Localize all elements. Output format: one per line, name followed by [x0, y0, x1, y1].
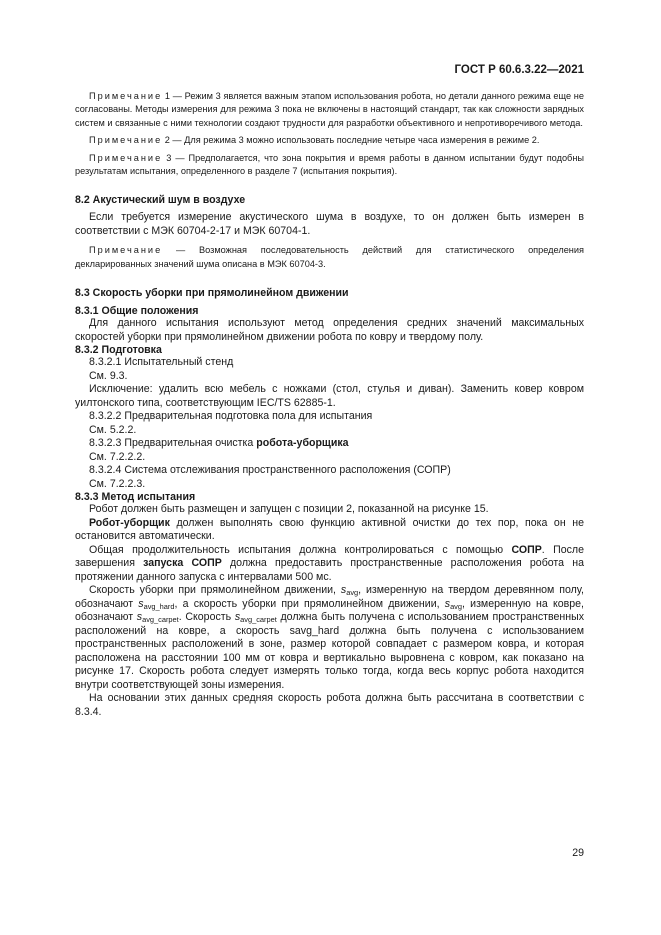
- note-text: 1 — Режим 3 является важным этапом использования робота, но детали данного режима еще не согласованы. Методы измерения для режима 3 пока не включены в настоящий стандарт, так как сложности зарядных систем и связанные с ними технологии создают трудности для разработки объективного и непротиворечивого метода.: [75, 91, 584, 128]
- page-number: 29: [572, 847, 584, 859]
- exception-text: Исключение: удалить всю мебель с ножками (стол, стулья и диван). Заменить ковер ковром уилтонского типа, соответствующим IEC/TS 62885-1.: [75, 383, 584, 409]
- subscript-avg-hard: avg_hard: [143, 601, 175, 611]
- see-5-2-2: См. 5.2.2.: [89, 423, 137, 436]
- subscript-avg: avg: [450, 601, 463, 611]
- note-label: Примечание: [89, 135, 163, 146]
- para-3-text-c: . После завершения: [75, 543, 585, 570]
- robot-cleaner-term: Робот-уборщик: [89, 516, 170, 529]
- symbol-s: s: [444, 597, 451, 610]
- see-9-3: См. 9.3.: [89, 369, 128, 382]
- para-2: [75, 517, 584, 544]
- note-label: Примечание: [89, 245, 163, 256]
- note-1: [75, 90, 584, 130]
- para-5: На основании этих данных средняя скорость робота должна быть рассчитана в соответствии с 8.3.4.: [75, 692, 584, 718]
- subscript-avg: avg: [346, 588, 359, 598]
- note-2: [75, 134, 584, 147]
- section-8-3-2-title: 8.3.2 Подготовка: [75, 344, 162, 357]
- note-3: [75, 152, 584, 179]
- para-4-text-a: Скорость уборки при прямолинейном движении,: [89, 584, 341, 597]
- page-content: [75, 90, 584, 719]
- section-8-3-2-1: 8.3.2.1 Испытательный стенд: [89, 356, 234, 369]
- para-3: [75, 544, 584, 585]
- robot-cleaner-term: робота-уборщика: [256, 437, 349, 450]
- section-8-3-1-text: Для данного испытания используют метод определения средних значений максимальных скоростей уборки при прямолинейном движении робота по ковру и твердому полу.: [75, 317, 584, 343]
- section-8-2-text: Если требуется измерение акустического шума в воздухе, то он должен быть измерен в соответствии с МЭК 60704-2-17 и МЭК 60704-1.: [75, 211, 584, 237]
- para-4-text-f: должна быть получена с использованием пространственных расположений на ковре, а скорость savg_hard должна быть получена с использованием пространственных расположений в зоне, размер которой совпадает с размером ковра, и которая расположена на расстоянии 100 мм от ковра и вертикально выровнена с ковром, как показано на рисунке 17. Скорость робота следует измерять только тогда, когда весь корпус робота находится внутри соответствующей зоны измерения.: [75, 611, 584, 691]
- note-text: — Возможная последовательность действий для статистического определения декларированных значений шума описана в МЭК 60704-3.: [75, 245, 584, 269]
- para-4-text-c: , а скорость уборки при прямолинейном движении,: [174, 597, 445, 610]
- para-2-text: должен выполнять свою функцию активной очистки до тех пор, пока он не остановится автоматически.: [75, 516, 584, 543]
- para-4-text-b: , измеренную на твердом деревянном полу, обозначают: [75, 584, 584, 610]
- standard-header: ГОСТ Р 60.6.3.22—2021: [454, 64, 584, 76]
- para-4-text-e: . Скорость: [178, 611, 235, 624]
- note-label: Примечание: [89, 152, 163, 163]
- symbol-s: s: [234, 611, 241, 624]
- symbol-s: s: [138, 597, 144, 610]
- section-8-3-2-2: 8.3.2.2 Предварительная подготовка пола для испытания: [89, 410, 373, 423]
- section-8-2-note: [75, 244, 584, 271]
- section-8-2-title: 8.2 Акустический шум в воздухе: [75, 194, 246, 207]
- subscript-avg-carpet: avg_carpet: [142, 615, 179, 625]
- section-8-3-1-title: 8.3.1 Общие положения: [75, 305, 199, 318]
- para-4-text-d: , измеренную на ковре, обозначают: [75, 597, 584, 624]
- section-8-3-2-4: 8.3.2.4 Система отслеживания пространственного расположения (СОПР): [89, 464, 451, 477]
- note-label: Примечание: [89, 91, 163, 101]
- para-3-text-a: Общая продолжительность испытания должна контролироваться с помощью: [89, 543, 512, 556]
- sopr-launch-term: запуска СОПР: [143, 557, 222, 570]
- subscript-avg-carpet: avg_carpet: [240, 615, 277, 625]
- note-text: 3 — Предполагается, что зона покрытия и время работы в данном испытании будут подобны результатам испытания, определенного в разделе 7 (испытания покрытия).: [75, 152, 584, 177]
- section-8-3-2-3: [75, 437, 584, 451]
- section-8-3-3-title: 8.3.3 Метод испытания: [75, 491, 196, 504]
- sopr-term: СОПР: [511, 543, 542, 556]
- para-1: Робот должен быть размещен и запущен с позиции 2, показанной на рисунке 15.: [89, 503, 489, 516]
- symbol-s: s: [136, 611, 143, 624]
- symbol-s: s: [340, 584, 347, 597]
- see-7-2-2-3: См. 7.2.2.3.: [89, 477, 146, 490]
- see-7-2-2-2: См. 7.2.2.2.: [89, 450, 146, 463]
- section-8-3-title: 8.3 Скорость уборки при прямолинейном движении: [75, 287, 349, 300]
- para-4: [75, 584, 584, 692]
- para-3-text-d: должна предоставить пространственные расположения робота на протяжении данного запуска с интервалами 500 мс.: [75, 557, 584, 583]
- section-8-3-2-3-text: 8.3.2.3 Предварительная очистка: [89, 437, 257, 450]
- note-text: 2 — Для режима 3 можно использовать последние четыре часа измерения в режиме 2.: [164, 135, 540, 146]
